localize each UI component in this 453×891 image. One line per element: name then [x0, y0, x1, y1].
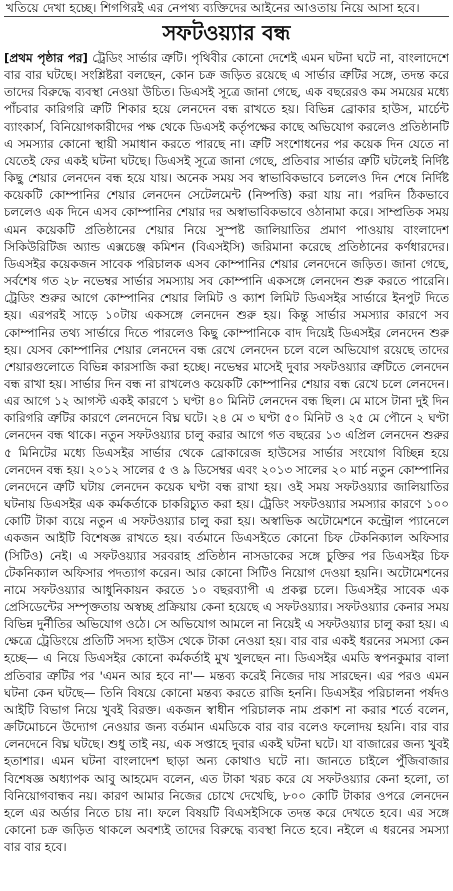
- article-body-text: ট্রেডিং সার্ভার ত্রুটি। পৃথিবীর কোনো দেশেই এমন ঘটনা ঘটে না, বাংলাদেশে বার বার ঘটছে। সংশ্লিষ্টরা বলছেন, কোন চক্র জড়িত রয়েছে এ সার্ভার ত্রুটির সঙ্গে, তদন্ত করে তাদের বিরুদ্ধে ব্যবস্থা নেওয়া উচিত। ডিএসই সূত্রে জানা গেছে, এক বছরেরও কম সময়ের মধ্যে পাঁচবার কারিগরি ত্রুটি শিকার হয়ে লেনদেন বন্ধ রাখতে হয়। বিভিন্ন ব্রোকার হাউস, মার্চেন্ট ব্যাংকার্স, বিনিয়োগকারীদের পক্ষ থেকে ডিএসই কর্তৃপক্ষের কাছে অভিযোগ করলেও প্রতিষ্ঠানটি এ সমস্যার কোনো স্থায়ী সমাধান করতে পারছে না। ত্রুটি সংশোধনের পর কয়েক দিন যেতে না যেতেই ফের একই ঘটনা ঘটছে। ডিএসই সূত্রে জানা গেছে, প্রতিবার সার্ভার ত্রুটি ঘটলেই নির্দিষ্ট কিছু শেয়ার লেনদেন বন্ধ হয়ে যায়। অনেক সময় সব স্বাভাবিকভাবে চললেও দিন শেষে নির্দিষ্ট কয়েকটি কোম্পানির শেয়ার লেনদেন সেটেলমেন্ট (নিষ্পত্তি) করা যায় না। পরদিন ঠিকভাবে চললেও এক দিনে এসব কোম্পানির শেয়ার দর অস্বাভাবিকভাবে ওঠানামা করে। সাম্প্রতিক সময় এমন কয়েকটি প্রতিষ্ঠানের শেয়ার নিয়ে সুস্পষ্ট জালিয়াতির প্রমাণ পাওয়ায় বাংলাদেশ সিকিউরিটিজ অ্যান্ড এক্সচেঞ্জ কমিশন (বিএসইসি) জরিমানা করেছে প্রতিষ্ঠানের কর্ণধারদের। ডিএসইর কয়েকজন সাবেক পরিচালক এসব কোম্পানির শেয়ার লেনদেনে জড়িত। জানা গেছে, সর্বশেষ গত ২৮ নভেম্বর সার্ভার সমস্যায় সব কোম্পানি একসঙ্গে লেনদেন শুরু করতে পারেনি। ট্রেডিং শুরুর আগে কোম্পানির শেয়ার লিমিট ও ক্যাশ লিমিট ডিএসইর সার্ভারে ইনপুট দিতে হয়। এরপরই সাড়ে ১০টায় একসঙ্গে লেনদেন শুরু হয়। কিন্তু সার্ভার সমস্যার কারণে সব কোম্পানির তথ্য সার্ভারে দিতে পারলেও কিছু কোম্পানিকে বাদ দিয়েই ডিএসইর লেনদেন শুরু হয়। যেসব কোম্পানির শেয়ার লেনদেন বন্ধ রেখে লেনদেন চলে বলে অভিযোগ রয়েছে তাদের শেয়ারগুলোতে বিভিন্ন কারসাজি করা হচ্ছে। নভেম্বর মাসেই দুবার সফটওয়্যার ত্রুটিতে লেনদেন বন্ধ রাখা হয়। সার্ভার দিন বন্ধ না রাখলেও কয়েকটি কোম্পানির শেয়ার বন্ধ রেখে চলে লেনদেন। এর আগে ১২ আগস্ট একই কারণে ১ ঘণ্টা ৪০ মিনিট লেনদেন বন্ধ ছিল। মে মাসে টানা দুই দিন কারিগরি ত্রুটির কারণে লেনদেনে বিঘ্ন ঘটে। ২৪ মে ৩ ঘণ্টা ৫০ মিনিট ও ২৫ মে পৌনে ২ ঘণ্টা লেনদেন বন্ধ থাকে। নতুন সফটওয়্যার চালু করার আগে গত বছরের ১৩ এপ্রিল লেনদেন শুরুর ৫ মিনিটের মধ্যে ডিএসইর সার্ভার থেকে ব্রোকারেজ হাউসের সার্ভার সংযোগ বিচ্ছিন্ন হয়ে লেনদেন বন্ধ হয়। ২০১২ সালের ৫ ও ৯ ডিসেম্বর এবং ২০১৩ সালের ২০ মার্চ নতুন কোম্পানির লেনদেনে ত্রুটি ঘটায় লেনদেন কয়েক ঘণ্টা বন্ধ রাখা হয়। ওই সময় সফটওয়্যার জালিয়াতির ঘটনায় ডিএসইর এক কর্মকর্তাকে চাকরিচ্যুত করা হয়। ট্রেডিং সফটওয়্যার সমস্যার কারণে ১০০ কোটি টাকা ব্যয়ে নতুন এ সফটওয়্যার চালু করা হয়। অস্বাভিক অটোমেশনে কন্ট্রোল প্যানেলে একজন আইটি বিশেষজ্ঞ রাখতে হয়। বর্তমানে ডিএসইতে কোনো চিফ টেকনিক্যাল অফিসার (সিটিও) নেই। এ সফটওয়্যার সরবরাহ প্রতিষ্ঠান নাসডাকের সঙ্গে চুক্তির পর ডিএসইর চিফ টেকনিক্যাল অফিসার পদত্যাগ করেন। আর কোনো সিটিও নিয়োগ দেওয়া হয়নি। অটোমেশনের নামে সফটওয়্যার আধুনিকায়ন করতে ১০ বছরব্যাপী এ প্রকল্প চলে। ডিএসইর সাবেক এক প্রেসিডেন্টের সম্পৃক্ততায় অস্বচ্ছ প্রক্রিয়ায় কেনা হয়েছে এ সফটওয়্যার। সফটওয়্যার কেনার সময় বিভিন্ন দুর্নীতির অভিযোগ ওঠে। সে অভিযোগ আমলে না নিয়েই এ সফটওয়্যার চালু করা হয়। এ ক্ষেত্রে ট্রেডিংয়ে প্রতিটি সদস্য হাউস থেকে টাকা নেওয়া হয়। বার বার একই ধরনের সমস্যা কেন হচ্ছে— এ নিয়ে ডিএসইর কোনো কর্মকর্তাই মুখ খুলছেন না। ডিএসইর এমডি স্বপনকুমার বালা প্রতিবার ত্রুটির পর 'এমন আর হবে না'— মন্তব্য করেই নিজের দায় সারছেন। এর পরও এমন ঘটনা কেন ঘটছে— তিনি বিষয়ে কোনো মন্তব্য করতে রাজি হননি। ডিএসইর পরিচালনা পর্ষদও আইটি বিভাগ নিয়ে খুবই বিরক্ত। একজন স্বাধীন পরিচালক নাম প্রকাশ না করার শর্তে বলেন, ক্রটিমোচনে উদ্যোগ নেওয়ার জন্য বর্তমান এমডিকে বার বার বলেও ফলোদয় হয়নি। বার বার লেনদেনে বিঘ্ন ঘটছে। শুধু তাই নয়, এক সপ্তাহে দুবার একই ঘটনা ঘটে। যা বাজারের জন্য খুবই হতাশার। এমন ঘটনা বাংলাদেশ ছাড়া অন্য কোথাও ঘটে না। জানতে চাইলে পুঁজিবাজার বিশেষজ্ঞ অধ্যাপক আবু আহমেদ বলেন, এত টাকা খরচ করে যে সফটওয়্যার কেনা হলো, তা বিনিয়োগবান্ধব নয়। কারণ আমার নিজের চোখে দেখেছি, ৮০০ কোটি টাকার ওপরে লেনদেন হলে এর অর্ডার নিতে চায় না। ফলে বিষয়টি বিএসইসিকে তদন্ত করে দেখতে হবে। এর সঙ্গে কোনো চক্র জড়িত থাকলে অবশ্যই তাদের বিরুদ্ধে ব্যবস্থা নিতে হবে। নইলে এ ধরনের সমস্যা বার বার হবে।: [4, 51, 449, 855]
- article-headline: সফটওয়্যার বন্ধ: [162, 21, 291, 45]
- previous-article-fragment: খতিয়ে দেখা হচ্ছে। শিগগিরই এর নেপথ্য ব্যক্তিদের আইনের আওতায় নিয়ে আসা হবে।: [4, 1, 449, 17]
- article-body: [4, 50, 449, 886]
- continued-from-front-page-label: [প্রথম পৃষ্ঠার পর]: [4, 51, 88, 65]
